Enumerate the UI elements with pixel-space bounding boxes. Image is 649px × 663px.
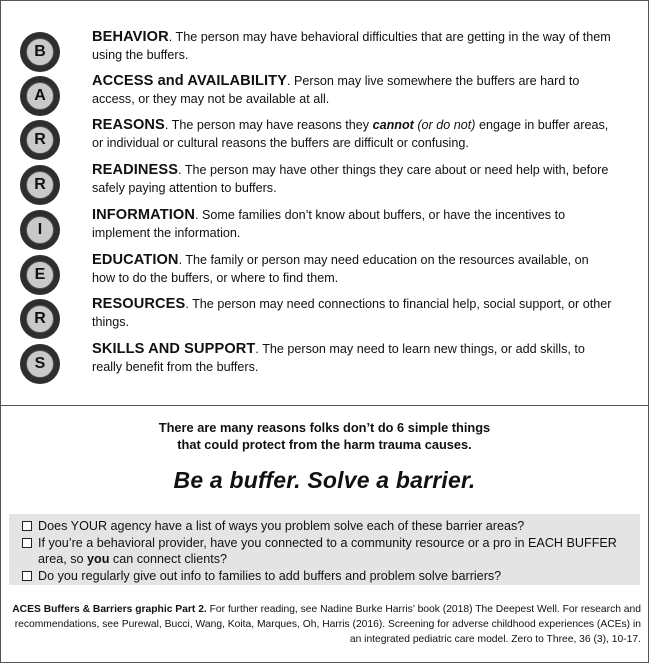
- letter-badge: [20, 32, 60, 72]
- checklist-item: [21, 535, 640, 568]
- section-divider: [1, 405, 648, 406]
- barrier-text: [92, 72, 612, 108]
- barrier-title: READINESS: [92, 162, 179, 178]
- checkbox-icon: [22, 571, 32, 581]
- barrier-access: [1, 72, 648, 116]
- checklist-item: [21, 568, 640, 585]
- checklist-item-text: Do you regularly give out info to families to add buffers and problem solve barriers?: [38, 568, 502, 583]
- barrier-description-end: engage in buffer areas, or individual or cultural reasons the buffers are difficult or confusing.: [92, 118, 609, 150]
- checklist-item-text: Does YOUR agency have a list of ways you problem solve each of these barrier areas?: [38, 519, 525, 533]
- letter-badge: [20, 76, 60, 116]
- footnote-title: ACES Buffers & Barriers graphic Part 2.: [12, 604, 207, 615]
- barrier-skills-support: [1, 340, 648, 384]
- letter-badge: [20, 165, 60, 205]
- barrier-information: [1, 206, 648, 250]
- letter-r: R: [26, 126, 54, 154]
- checklist-item-text: If you’re a behavioral provider, have you connected to a community resource or a pro in EACH BUFFER area, so: [38, 535, 617, 567]
- footnote: [7, 602, 641, 648]
- checkbox-icon: [22, 538, 32, 548]
- checklist-item-text-end: can connect clients?: [109, 552, 228, 567]
- footnote-line-2: recommendations, see Purewal, Bucci, Wang, Koita, Marques, Oh, Harris (2016). Screening for adverse childhood experiences (ACEs) in: [14, 619, 641, 631]
- letter-s: S: [26, 350, 54, 378]
- barriers-list: [1, 1, 648, 406]
- barrier-text: [92, 116, 612, 152]
- barrier-title: BEHAVIOR: [92, 29, 169, 45]
- barrier-readiness: [1, 161, 648, 205]
- barrier-description: . The person may have reasons they: [164, 118, 373, 132]
- barrier-reasons: [1, 116, 648, 160]
- barrier-behavior: [1, 28, 648, 72]
- letter-badge: [20, 299, 60, 339]
- barrier-title: SKILLS AND SUPPORT: [92, 341, 256, 357]
- barrier-resources: [1, 295, 648, 339]
- barrier-description: . The family or person may need education on the resources available, on how to do the buffers, or where to find them.: [92, 253, 589, 285]
- barrier-title: REASONS: [92, 117, 165, 133]
- barrier-text: [92, 340, 612, 376]
- footnote-line-1: [7, 602, 641, 617]
- barrier-description: . The person may need to learn new things, or add skills, to really benefit from the buffers.: [92, 342, 585, 374]
- checklist-item: [21, 518, 640, 535]
- barrier-description: . Some families don’t know about buffers, or have the incentives to implement the information.: [92, 208, 566, 240]
- barrier-title: RESOURCES: [92, 296, 186, 312]
- slogan: Be a buffer. Solve a barrier.: [173, 467, 476, 493]
- letter-a: A: [26, 82, 54, 110]
- letter-badge: [20, 344, 60, 384]
- intro-text: [1, 419, 648, 453]
- checklist: [9, 514, 640, 585]
- letter-e: E: [26, 261, 54, 289]
- footnote-text: For further reading, see Nadine Burke Harris’ book (2018) The Deepest Well. For research and: [206, 604, 641, 615]
- barrier-education: [1, 251, 648, 295]
- barrier-text: [92, 161, 612, 197]
- barrier-title: EDUCATION: [92, 252, 179, 268]
- checklist-item-emphasis: you: [87, 552, 110, 567]
- barrier-text: [92, 28, 612, 64]
- letter-badge: [20, 120, 60, 160]
- barrier-text: [92, 206, 612, 242]
- letter-badge: [20, 255, 60, 295]
- letter-r: R: [26, 305, 54, 333]
- barrier-description: . The person may have behavioral difficulties that are getting in the way of them using the buffers.: [92, 30, 611, 62]
- barrier-text: [92, 251, 612, 287]
- barrier-italic: (or do not): [413, 118, 476, 132]
- checkbox-icon: [22, 521, 32, 531]
- barrier-description: . The person may need connections to financial help, social support, or other things.: [92, 297, 612, 329]
- footnote-line-3: an integrated pediatric care model. Zero to Three, 36 (3), 10-17.: [349, 634, 641, 646]
- letter-r: R: [26, 171, 54, 199]
- barrier-emphasis: cannot: [372, 118, 414, 132]
- letter-i: I: [26, 216, 54, 244]
- letter-badge: [20, 210, 60, 250]
- letter-b: B: [26, 38, 54, 66]
- barrier-description: . The person may have other things they care about or need help with, before safely paying attention to buffers.: [92, 163, 609, 195]
- intro-line-2: that could protect from the harm trauma causes.: [177, 437, 472, 452]
- barrier-text: [92, 295, 612, 331]
- barrier-description: . Person may live somewhere the buffers are hard to access, or they may not be available at all.: [92, 74, 580, 106]
- barrier-title: ACCESS and AVAILABILITY: [92, 73, 287, 89]
- intro-line-1: There are many reasons folks don’t do 6 simple things: [158, 420, 491, 435]
- barrier-title: INFORMATION: [92, 207, 195, 223]
